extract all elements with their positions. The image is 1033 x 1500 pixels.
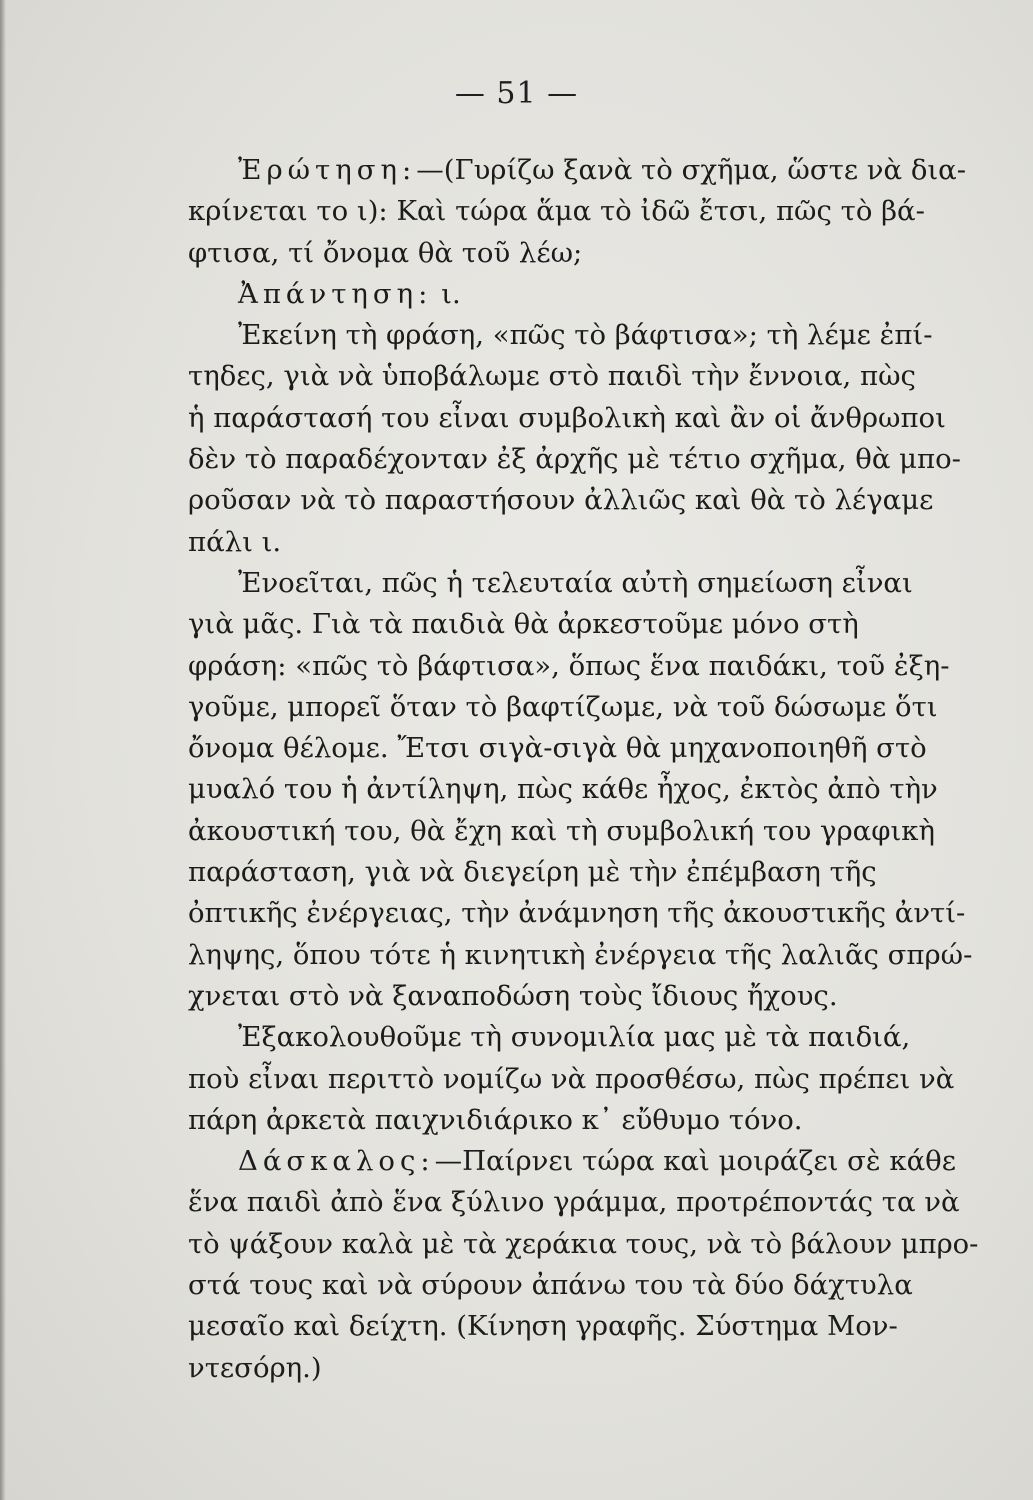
line-text: τηδες, γιὰ νὰ ὑποβάλωμε στὸ παιδὶ τὴν ἔννοια, πὼς: [188, 360, 916, 393]
line-text: ληψης, ὅπου τότε ἡ κινητικὴ ἐνέργεια τῆς λαλιᾶς σπρώ-: [188, 938, 973, 971]
page-edge-shadow: [0, 0, 6, 1500]
text-line: [188, 811, 978, 852]
text-line: [188, 315, 978, 356]
text-line: [188, 976, 978, 1017]
text-line: [188, 522, 978, 563]
page-number: — 51 —: [454, 76, 579, 111]
text-line: [188, 1100, 978, 1141]
line-text: Ἐνοεῖται, πῶς ἡ τελευταία αὐτὴ σημείωση εἶναι: [238, 566, 913, 599]
text-line: [188, 233, 978, 274]
line-text: ντεσόρη.): [188, 1351, 322, 1384]
line-text: φτισα, τί ὄνομα θὰ τοῦ λέω;: [188, 236, 583, 269]
line-text: μυαλό του ἡ ἀντίληψη, πὼς κάθε ἦχος, ἐκτὸς ἀπὸ τὴν: [188, 773, 938, 806]
text-line: [188, 687, 978, 728]
line-text: —(Γυρίζω ξανὰ τὸ σχῆμα, ὥστε νὰ δια-: [416, 154, 967, 186]
text-line: [188, 852, 978, 893]
line-text: ι.: [432, 277, 461, 310]
text-line: [188, 1265, 978, 1306]
line-text: παράσταση, γιὰ νὰ διεγείρη μὲ τὴν ἐπέμβαση τῆς: [188, 856, 877, 889]
line-text: χνεται στὸ νὰ ξαναποδώση τοὺς ἴδιους ἤχους.: [188, 979, 838, 1012]
text-line: [188, 1141, 978, 1182]
speaker-label: Ἀπάντηση:: [238, 277, 433, 310]
text-line: [188, 646, 978, 687]
text-line: [188, 1224, 979, 1265]
text-line: [188, 1182, 978, 1223]
speaker-label: Δάσκαλος:: [238, 1145, 435, 1178]
line-text: ἕνα παιδὶ ἀπὸ ἕνα ξύλινο γράμμα, προτρέποντάς τα νὰ: [188, 1186, 960, 1219]
text-line: [188, 1059, 978, 1100]
body-text: [188, 150, 978, 1389]
line-text: ὄνομα θέλομε. Ἔτσι σιγὰ-σιγὰ θὰ μηχανοποιηθῆ στὸ: [188, 732, 927, 765]
line-text: Ἐκείνη τὴ φράση, «πῶς τὸ βάφτισα»; τὴ λέμε ἐπί-: [238, 319, 933, 352]
text-line: [188, 769, 978, 810]
line-text: τὸ ψάξουν καλὰ μὲ τὰ χεράκια τους, νὰ τὸ βάλουν μπρο-: [188, 1227, 979, 1260]
text-line: [188, 1306, 978, 1347]
line-text: ποὺ εἶναι περιττὸ νομίζω νὰ προσθέσω, πὼς πρέπει νὰ: [188, 1062, 955, 1095]
line-text: ἡ παράστασή του εἶναι συμβολικὴ καὶ ἂν οἱ ἄνθρωποι: [188, 401, 946, 434]
line-text: στά τους καὶ νὰ σύρουν ἀπάνω του τὰ δύο δάχτυλα: [188, 1269, 913, 1302]
line-text: πάρη ἀρκετὰ παιχνιδιάρικο κ᾿ εὔθυμο τόνο.: [188, 1103, 803, 1136]
text-line: [188, 150, 978, 191]
line-text: —Παίρνει τώρα καὶ μοιράζει σὲ κάθε: [434, 1145, 956, 1178]
line-text: γιὰ μᾶς. Γιὰ τὰ παιδιὰ θὰ ἀρκεστοῦμε μόνο στὴ: [188, 608, 859, 641]
line-text: πάλι ι.: [188, 525, 282, 558]
line-text: γοῦμε, μπορεῖ ὅταν τὸ βαφτίζωμε, νὰ τοῦ δώσωμε ὅτι: [188, 690, 938, 723]
text-line: [188, 728, 978, 769]
text-line: [188, 398, 978, 439]
line-text: Ἐξακολουθοῦμε τὴ συνομιλία μας μὲ τὰ παιδιά,: [238, 1021, 911, 1054]
line-text: μεσαῖο καὶ δείχτη. (Κίνηση γραφῆς. Σύστημα Μον-: [188, 1310, 898, 1343]
text-line: [188, 1017, 978, 1058]
text-line: [188, 356, 978, 397]
line-text: ἀκουστική του, θὰ ἔχη καὶ τὴ συμβολική του γραφικὴ: [188, 814, 935, 847]
line-text: δὲν τὸ παραδέχονταν ἐξ ἀρχῆς μὲ τέτιο σχῆμα, θὰ μπο-: [188, 443, 961, 476]
line-text: κρίνεται το ι): Καὶ τώρα ἅμα τὸ ἰδῶ ἔτσι, πῶς τὸ βά-: [188, 195, 925, 228]
text-line: [188, 274, 978, 315]
line-text: ὀπτικῆς ἐνέργειας, τὴν ἀνάμνηση τῆς ἀκουστικῆς ἀντί-: [188, 897, 966, 930]
text-line: [188, 439, 978, 480]
text-line: [188, 1348, 978, 1389]
line-text: ροῦσαν νὰ τὸ παραστήσουν ἀλλιῶς καὶ θὰ τὸ λέγαμε: [188, 484, 934, 517]
line-text: φράση: «πῶς τὸ βάφτισα», ὅπως ἕνα παιδάκι, τοῦ ἐξη-: [188, 649, 950, 682]
text-line: [188, 563, 978, 604]
text-line: [188, 480, 978, 521]
text-line: [188, 893, 978, 934]
text-line: [188, 604, 978, 645]
speaker-label: Ἐρώτηση:: [238, 154, 417, 186]
text-line: [188, 191, 978, 232]
text-line: [188, 935, 978, 976]
